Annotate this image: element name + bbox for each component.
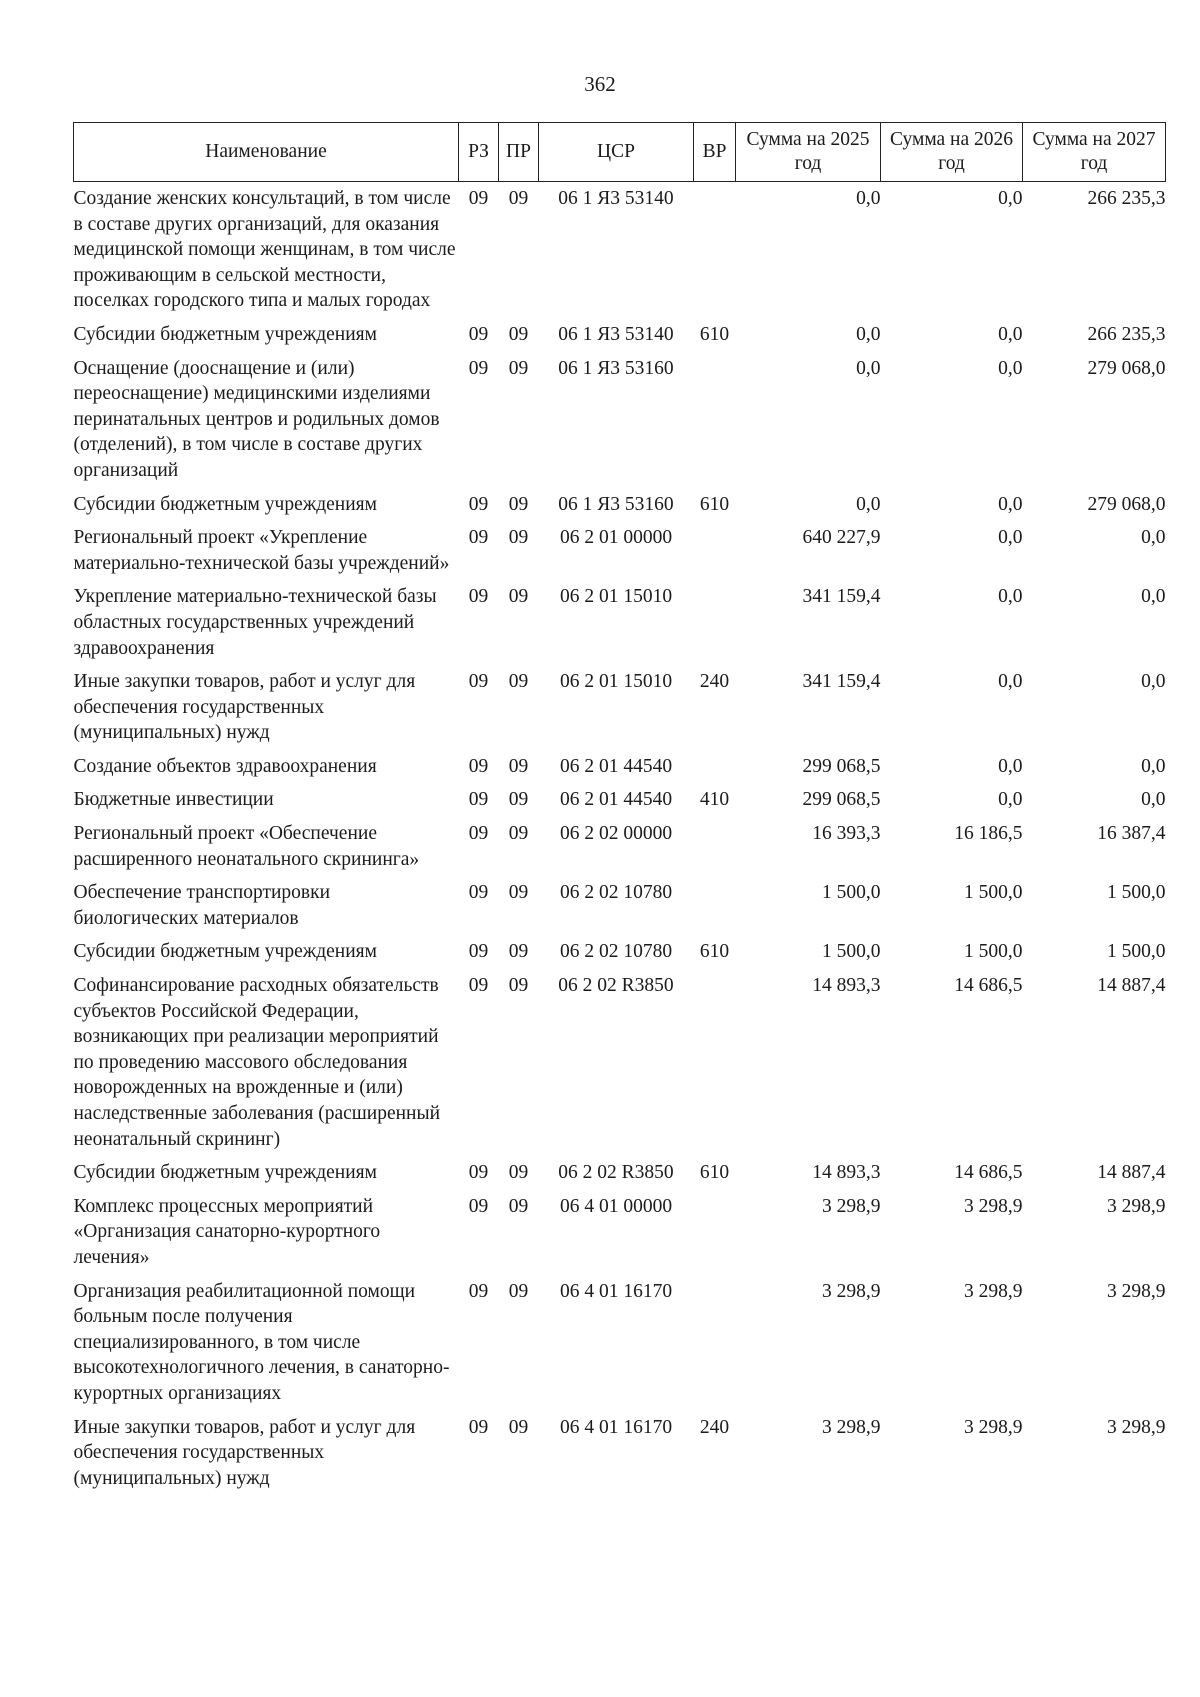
row-pr: 09 xyxy=(508,882,529,904)
row-name: Бюджетные инвестиции xyxy=(73,789,274,811)
row-rz: 09 xyxy=(468,975,489,997)
row-sum-2025: 14 893,3 xyxy=(812,975,881,997)
row-csr: 06 1 Я3 53160 xyxy=(558,357,674,379)
row-sum-2026: 3 298,9 xyxy=(964,1195,1023,1217)
row-sum-2025: 640 227,9 xyxy=(802,527,881,549)
row-sum-2027: 266 235,3 xyxy=(1087,323,1166,345)
row-name: Организация реабилитационной помощи больным после получения специализированного, в том числе высокотехнологичного лечения, в санаторно-курортных организациях xyxy=(73,1280,450,1404)
row-csr: 06 4 01 00000 xyxy=(559,1195,673,1217)
row-name: Иные закупки товаров, работ и услуг для обеспечения государственных (муниципальных) нужд xyxy=(73,671,416,744)
page-number: 362 xyxy=(584,72,616,96)
row-name: Создание женских консультаций, в том числе в составе других организаций, для оказания медицинской помощи женщинам, в том числе проживающим в сельской местности, поселках городского типа и малых городах xyxy=(73,188,456,312)
table-row xyxy=(74,1279,1166,1415)
row-sum-2027: 0,0 xyxy=(1141,527,1166,549)
row-name: Региональный проект «Укрепление материально-технической базы учреждений» xyxy=(73,527,450,574)
row-vr: 240 xyxy=(699,1416,730,1438)
row-sum-2026: 14 686,5 xyxy=(954,1162,1023,1184)
table-row xyxy=(74,322,1166,356)
row-csr: 06 2 02 10780 xyxy=(559,941,673,963)
row-sum-2027: 279 068,0 xyxy=(1087,493,1166,515)
row-csr: 06 4 01 16170 xyxy=(559,1280,673,1302)
row-vr xyxy=(694,754,736,788)
row-sum-2027: 0,0 xyxy=(1141,789,1166,811)
table-header xyxy=(74,123,1166,182)
table-row xyxy=(74,584,1166,669)
row-csr: 06 4 01 16170 xyxy=(559,1416,673,1438)
row-pr: 09 xyxy=(508,586,529,608)
table-row xyxy=(74,880,1166,939)
row-pr: 09 xyxy=(508,975,529,997)
row-rz: 09 xyxy=(468,1195,489,1217)
row-name: Иные закупки товаров, работ и услуг для обеспечения государственных (муниципальных) нужд xyxy=(73,1416,416,1489)
header-csr: ЦСР xyxy=(539,123,694,182)
row-pr: 09 xyxy=(508,789,529,811)
table-row xyxy=(74,939,1166,973)
row-vr xyxy=(694,525,736,584)
row-name: Субсидии бюджетным учреждениям xyxy=(73,1162,377,1184)
table-row xyxy=(74,669,1166,754)
row-sum-2027: 14 887,4 xyxy=(1097,1162,1166,1184)
row-rz: 09 xyxy=(468,527,489,549)
row-vr: 410 xyxy=(699,789,730,811)
row-vr: 610 xyxy=(699,1162,730,1184)
row-name: Создание объектов здравоохранения xyxy=(73,755,377,777)
table-row xyxy=(74,492,1166,526)
row-pr: 09 xyxy=(508,1280,529,1302)
table-row xyxy=(74,182,1166,322)
row-sum-2026: 0,0 xyxy=(998,188,1023,209)
row-sum-2027: 3 298,9 xyxy=(1107,1416,1166,1438)
row-csr: 06 2 02 00000 xyxy=(559,823,673,845)
row-pr: 09 xyxy=(508,323,529,345)
row-vr xyxy=(694,880,736,939)
row-sum-2025: 341 159,4 xyxy=(802,671,881,693)
row-sum-2025: 3 298,9 xyxy=(822,1416,881,1438)
row-csr: 06 2 01 15010 xyxy=(559,586,673,608)
header-rz: РЗ xyxy=(459,123,499,182)
row-name: Укрепление материально-технической базы областных государственных учреждений здравоохранения xyxy=(73,586,437,659)
row-sum-2026: 0,0 xyxy=(998,357,1023,379)
row-pr: 09 xyxy=(508,671,529,693)
row-pr: 09 xyxy=(508,1195,529,1217)
row-csr: 06 2 02 R3850 xyxy=(558,975,674,997)
row-name: Субсидии бюджетным учреждениям xyxy=(73,941,377,963)
row-rz: 09 xyxy=(468,586,489,608)
row-vr xyxy=(694,821,736,880)
row-vr xyxy=(694,584,736,669)
table-row xyxy=(74,787,1166,821)
row-name: Субсидии бюджетным учреждениям xyxy=(73,493,377,515)
row-sum-2026: 3 298,9 xyxy=(964,1416,1023,1438)
row-sum-2027: 3 298,9 xyxy=(1107,1280,1166,1302)
row-pr: 09 xyxy=(508,188,529,209)
table-row xyxy=(74,821,1166,880)
row-sum-2026: 16 186,5 xyxy=(954,823,1023,845)
row-sum-2025: 16 393,3 xyxy=(812,823,881,845)
row-vr: 610 xyxy=(699,493,730,515)
row-name: Региональный проект «Обеспечение расширенного неонатального скрининга» xyxy=(73,823,420,870)
row-rz: 09 xyxy=(468,1162,489,1184)
row-sum-2027: 14 887,4 xyxy=(1097,975,1166,997)
row-csr: 06 2 02 R3850 xyxy=(558,1162,674,1184)
header-pr: ПР xyxy=(499,123,539,182)
row-sum-2025: 341 159,4 xyxy=(802,586,881,608)
row-csr: 06 1 Я3 53160 xyxy=(558,493,674,515)
row-rz: 09 xyxy=(468,493,489,515)
row-sum-2025: 0,0 xyxy=(856,188,881,209)
row-vr xyxy=(694,1279,736,1415)
row-sum-2025: 3 298,9 xyxy=(822,1195,881,1217)
header-sum-2025: Сумма на 2025 год xyxy=(736,123,881,182)
row-sum-2025: 0,0 xyxy=(856,323,881,345)
row-sum-2026: 0,0 xyxy=(998,527,1023,549)
row-name: Обеспечение транспортировки биологических материалов xyxy=(73,882,331,929)
row-sum-2026: 0,0 xyxy=(998,586,1023,608)
row-name: Софинансирование расходных обязательств субъектов Российской Федерации, возникающих при реализации мероприятий по проведению массового обследования новорожденных на врожденные и (или) наследственные заболевания (расширенный неонатальный скрининг) xyxy=(73,975,441,1150)
row-csr: 06 2 02 10780 xyxy=(559,882,673,904)
row-sum-2027: 0,0 xyxy=(1141,586,1166,608)
header-sum-2027: Сумма на 2027 год xyxy=(1023,123,1166,182)
row-rz: 09 xyxy=(468,1280,489,1302)
row-vr xyxy=(694,356,736,492)
table-row xyxy=(74,525,1166,584)
row-sum-2025: 1 500,0 xyxy=(822,941,881,963)
row-csr: 06 2 01 44540 xyxy=(559,755,673,777)
row-sum-2025: 1 500,0 xyxy=(822,882,881,904)
table-row xyxy=(74,356,1166,492)
row-sum-2027: 266 235,3 xyxy=(1087,188,1166,209)
row-pr: 09 xyxy=(508,1162,529,1184)
row-vr xyxy=(694,973,736,1160)
row-sum-2026: 3 298,9 xyxy=(964,1280,1023,1302)
row-csr: 06 1 Я3 53140 xyxy=(558,188,674,209)
row-rz: 09 xyxy=(468,941,489,963)
row-pr: 09 xyxy=(508,755,529,777)
row-rz: 09 xyxy=(468,755,489,777)
row-sum-2026: 0,0 xyxy=(998,493,1023,515)
row-sum-2027: 279 068,0 xyxy=(1087,357,1166,379)
row-rz: 09 xyxy=(468,789,489,811)
row-sum-2026: 0,0 xyxy=(998,323,1023,345)
header-sum-2026: Сумма на 2026 год xyxy=(881,123,1023,182)
row-rz: 09 xyxy=(468,357,489,379)
row-sum-2026: 14 686,5 xyxy=(954,975,1023,997)
row-sum-2025: 299 068,5 xyxy=(802,755,881,777)
row-csr: 06 2 01 44540 xyxy=(559,789,673,811)
row-pr: 09 xyxy=(508,527,529,549)
row-pr: 09 xyxy=(508,1416,529,1438)
row-sum-2027: 0,0 xyxy=(1141,755,1166,777)
row-rz: 09 xyxy=(468,188,489,209)
row-rz: 09 xyxy=(468,823,489,845)
row-pr: 09 xyxy=(508,357,529,379)
row-name: Оснащение (дооснащение и (или) переоснащение) медицинскими изделиями перинатальных центров и родильных домов (отделений), в том числе в составе других организаций xyxy=(73,357,440,481)
row-sum-2027: 1 500,0 xyxy=(1107,882,1166,904)
row-sum-2027: 1 500,0 xyxy=(1107,941,1166,963)
row-sum-2025: 0,0 xyxy=(856,493,881,515)
row-sum-2027: 0,0 xyxy=(1141,671,1166,693)
row-sum-2025: 299 068,5 xyxy=(802,789,881,811)
row-csr: 06 2 01 15010 xyxy=(559,671,673,693)
table-row xyxy=(74,973,1166,1160)
row-sum-2026: 0,0 xyxy=(998,671,1023,693)
row-vr xyxy=(694,182,736,322)
row-sum-2026: 1 500,0 xyxy=(964,882,1023,904)
row-csr: 06 1 Я3 53140 xyxy=(558,323,674,345)
row-name: Комплекс процессных мероприятий «Организация санаторно-курортного лечения» xyxy=(73,1195,381,1268)
row-sum-2026: 1 500,0 xyxy=(964,941,1023,963)
row-csr: 06 2 01 00000 xyxy=(559,527,673,549)
row-rz: 09 xyxy=(468,1416,489,1438)
header-vr: ВР xyxy=(694,123,736,182)
row-name: Субсидии бюджетным учреждениям xyxy=(73,323,377,345)
table-row xyxy=(74,1415,1166,1500)
row-sum-2025: 3 298,9 xyxy=(822,1280,881,1302)
table-body xyxy=(74,182,1166,1500)
row-rz: 09 xyxy=(468,323,489,345)
row-rz: 09 xyxy=(468,882,489,904)
row-pr: 09 xyxy=(508,941,529,963)
row-vr: 610 xyxy=(699,941,730,963)
row-sum-2027: 3 298,9 xyxy=(1107,1195,1166,1217)
table-row xyxy=(74,1194,1166,1279)
row-sum-2025: 0,0 xyxy=(856,357,881,379)
row-vr xyxy=(694,1194,736,1279)
row-sum-2025: 14 893,3 xyxy=(812,1162,881,1184)
row-vr: 240 xyxy=(699,671,730,693)
row-pr: 09 xyxy=(508,493,529,515)
row-rz: 09 xyxy=(468,671,489,693)
table-row xyxy=(74,754,1166,788)
header-name: Наименование xyxy=(74,123,459,182)
table-row xyxy=(74,1160,1166,1194)
row-sum-2026: 0,0 xyxy=(998,789,1023,811)
row-sum-2026: 0,0 xyxy=(998,755,1023,777)
budget-table xyxy=(73,122,1166,1499)
row-vr: 610 xyxy=(699,323,730,345)
row-pr: 09 xyxy=(508,823,529,845)
row-sum-2027: 16 387,4 xyxy=(1097,823,1166,845)
